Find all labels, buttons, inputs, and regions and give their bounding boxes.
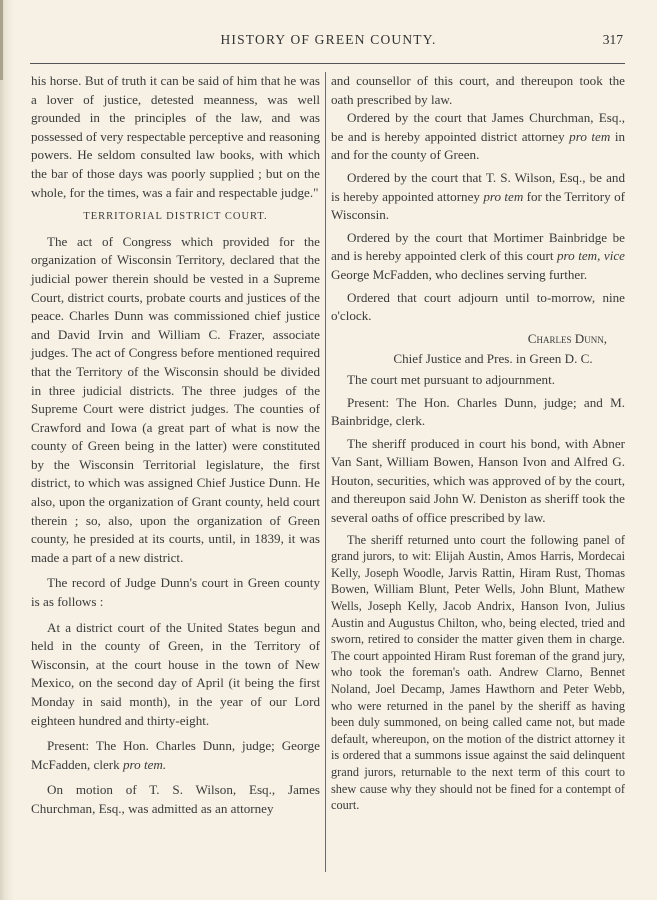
paragraph-court-begun: At a district court of the United States begun and held in the county of Green, in the Territory of Wisconsin, at the court house in the town of New Mexico, on the second day of April (it being the first Monday in said month), in the year of our Lord eighteen hundred and thirty-eight.	[31, 619, 320, 728]
order-lead: Ordered by the court that Mortimer Bainbridge be and is hereby appointed clerk of this court	[331, 229, 625, 264]
order-italic: pro tem	[483, 188, 524, 204]
paragraph-sheriff-bond: The sheriff produced in court his bond, with Abner Van Sant, William Bowen, Hanson Ivon and Alfred G. Houton, securities, which was approved of by the court, and thereupon said John W. Deniston as sheriff took the several oaths of office prescribed by law.	[331, 435, 625, 526]
order-italic: pro tem, vice	[556, 248, 625, 264]
signature-title: Chief Justice and Pres. in Green D. C.	[393, 351, 593, 367]
header-rule	[30, 63, 625, 64]
paragraph-adjourn: Ordered that court adjourn until to-morrow, nine o'clock.	[331, 289, 625, 324]
paragraph-court-met: The court met pursuant to adjournment.	[347, 371, 555, 387]
order-lead: Ordered by the court that T. S. Wilson, Esq., be and is hereby appointed attorney	[331, 169, 625, 204]
paragraph-order-clerk	[331, 229, 625, 285]
paragraph-order-district-attorney	[331, 109, 625, 165]
paragraph-judge-character: his horse. But of truth it can be said of him that he was a lover of justice, detested meanness, was well grounded in the principles of the law, and was possessed of very respectable perceptive and reasoning powers. He seldom consulted law books, with which the bar of those days was poorly supplied ; but on the whole, for the times, was a fair and respectable judge."	[31, 73, 320, 200]
paragraph-record-intro: The record of Judge Dunn's court in Green county is as follows :	[31, 575, 320, 610]
paragraph-present	[31, 737, 320, 774]
order-tail: George McFadden, who declines serving further.	[331, 266, 588, 282]
paragraph-order-territory-attorney	[331, 169, 625, 225]
column-divider	[325, 72, 326, 872]
paragraph-counsellor: and counsellor of this court, and thereupon took the oath prescribed by law.	[331, 73, 625, 107]
page-edge-shadow	[0, 0, 14, 900]
signature-name: Charles Dunn,	[527, 330, 607, 346]
paragraph-motion: On motion of T. S. Wilson, Esq., James Churchman, Esq., was admitted as an attorney	[31, 782, 320, 816]
paragraph-congress-act: The act of Congress which provided for the organization of Wisconsin Territory, declared that the judicial power therein should be vested in a Supreme Court, district courts, probate courts and justices of the peace. Charles Dunn was commissioned chief justice and David Irvin and William C. Frazer, associate judges. The act of Congress before mentioned required that the Territory of the Wisconsin should be divided in three judicial districts. The three judges of the Supreme Court were district judges. The counties of Crawford and Iowa (a great part of what is now the county of Green being in the latter) were constituted by the Wisconsin Territorial legislature, the first district, to which was assigned Chief Justice Dunn. He also, upon the organization of Grant county, held court therein ; so, also, upon the organization of Green county, he presided at its courts, until, in 1839, it was made a part of a new district.	[31, 233, 320, 565]
order-lead: Ordered by the court that James Churchman, Esq., be and is hereby appointed district attorney	[331, 110, 625, 144]
order-italic: pro tem	[569, 128, 611, 144]
paragraph-grand-jurors: The sheriff returned unto court the following panel of grand jurors, to wit: Elijah Austin, Amos Harris, Mordecai Kelly, Joseph Woodle, Jarvis Rattin, Hiram Rust, Thomas Bowen, William Blunt, Peter Wells, John Blunt, Mathew Wells, Joseph Kelly, Jacob Andrix, Hanson Ivon, Julius Austin and Augustus Chilton, who, being elected, tried and sworn, retired to consider the matter given them in charge. The court appointed Hiram Rust foreman of the grand jury, who took the foreman's oath. Andrew Clarno, Bennet Noland, Joel Decamp, James Hawthorn and Peter Webb, who were returned in the panel by the sheriff as having been duly summoned, on being called came not, but made default, whereupon, on the motion of the district attorney it is ordered that a summons issue against the said delinquent grand jurors, returnable to the next term of this court to shew cause why they should not be fined for a contempt of court.	[331, 532, 625, 813]
page-header	[0, 32, 657, 52]
page-number: 317	[602, 32, 623, 47]
running-title: HISTORY OF GREEN COUNTY.	[220, 32, 437, 47]
order-tail: for the Territory of Wisconsin.	[331, 188, 625, 223]
present-italic: pro tem.	[123, 756, 167, 772]
right-column	[331, 72, 625, 818]
left-column	[31, 72, 320, 826]
paragraph-present-second: Present: The Hon. Charles Dunn, judge; and M. Bainbridge, clerk.	[331, 394, 625, 429]
present-text: Present: The Hon. Charles Dunn, judge; George McFadden, clerk	[31, 738, 320, 772]
section-heading: TERRITORIAL DISTRICT COURT.	[83, 211, 268, 223]
order-tail: in and for the county of Green.	[331, 128, 625, 163]
